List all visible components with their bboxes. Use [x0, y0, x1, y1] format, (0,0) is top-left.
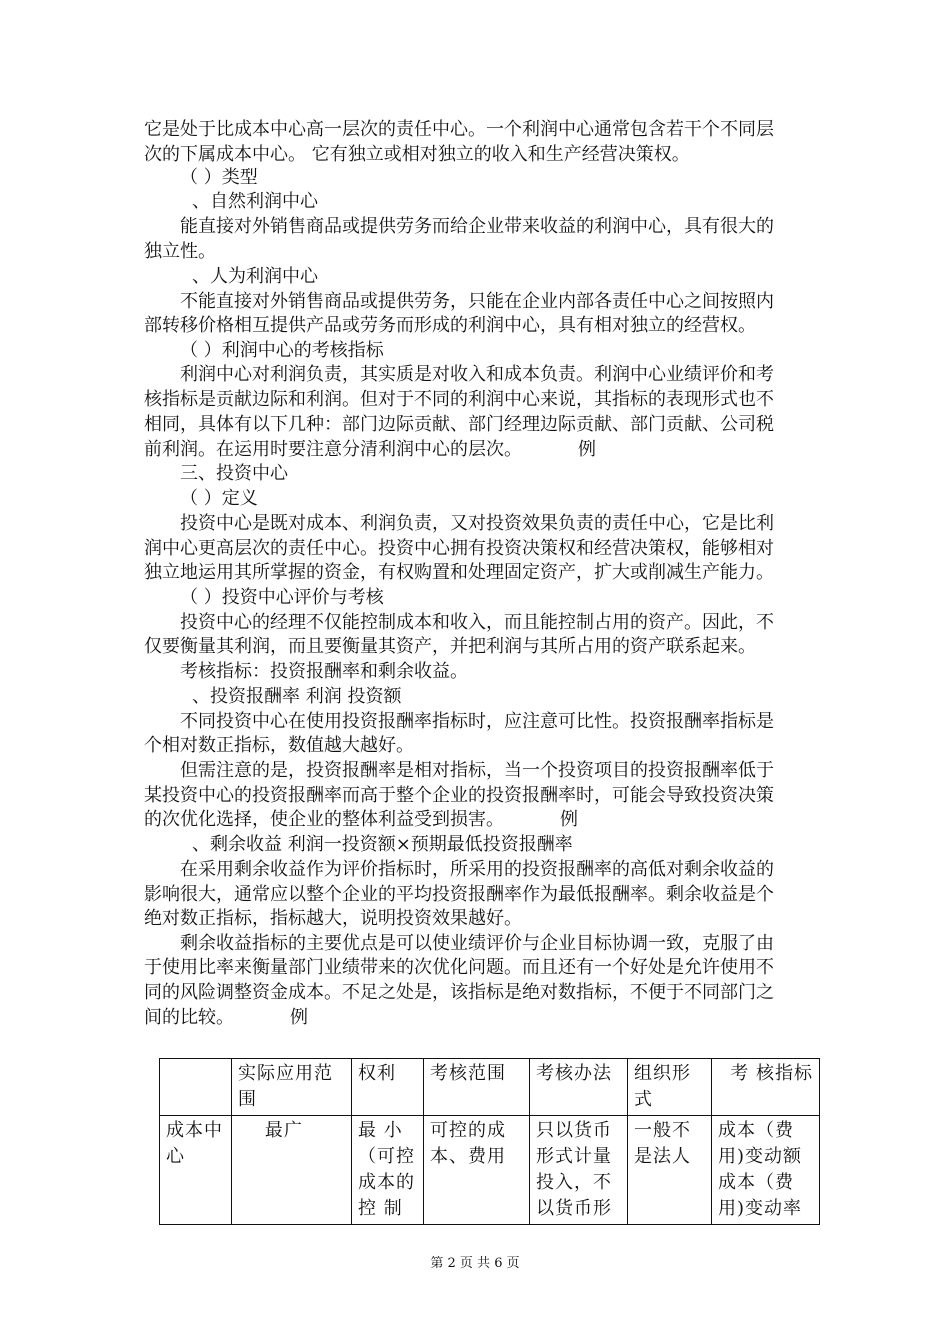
paragraph-line: 仅要衡量其利润，而且要衡量其资产，并把利润与其所占用的资产联系起来。: [144, 636, 756, 657]
paragraph-line: 相同，具体有以下几种：部门边际贡献、部门经理边际贡献、部门贡献、公司税: [144, 414, 774, 435]
table-header-cell: 实际应用范围: [232, 1059, 352, 1116]
paragraph-text: 的次优化选择，使企业的整体利益受到损害。: [144, 809, 504, 830]
section-heading: （ ）定义: [180, 488, 258, 509]
paragraph-line: 但需注意的是，投资报酬率是相对指标，当一个投资项目的投资报酬率低于: [180, 760, 774, 781]
paragraph-line: 在采用剩余收益作为评价指标时，所采用的投资报酬率的高低对剩余收益的: [180, 859, 774, 880]
page-footer: 第 2 页 共 6 页: [430, 1256, 520, 1271]
paragraph-line: 同的风险调整资金成本。不足之处是，该指标是绝对数指标，不便于不同部门之: [144, 982, 774, 1003]
table-header-cell: 考核办法: [530, 1059, 628, 1116]
paragraph-line: 影响很大，通常应以整个企业的平均投资报酬率作为最低报酬率。剩余收益是个: [144, 884, 774, 905]
paragraph-line: 于使用比率来衡量部门业绩带来的次优化问题。而且还有一个好处是允许使用不: [144, 957, 774, 978]
paragraph-line: [144, 438, 824, 462]
section-heading: 、自然利润中心: [192, 191, 318, 212]
table-header-cell: 考核范围: [424, 1059, 530, 1116]
table-cell: 最广: [232, 1116, 352, 1225]
table-cell: 成本中心: [160, 1116, 232, 1225]
paragraph-line: 不同投资中心在使用投资报酬率指标时，应注意可比性。投资报酬率指标是: [180, 711, 774, 732]
paragraph-text: 间的比较。: [144, 1007, 234, 1028]
paragraph-text: 前利润。在运用时要注意分清利润中心的层次。: [144, 439, 522, 460]
formula-heading: 、投资报酬率 利润 投资额: [192, 686, 402, 707]
table-cell: 成本（费用)变动额成本（费用)变动率: [712, 1116, 820, 1225]
responsibility-center-table: [159, 1058, 820, 1225]
table-cell: 可控的成本、费用: [424, 1116, 530, 1225]
paragraph-line: 某投资中心的投资报酬率而高于整个企业的投资报酬率时，可能会导致投资决策: [144, 785, 774, 806]
paragraph-line: 独立性。: [144, 241, 216, 262]
section-heading: 、人为利润中心: [192, 266, 318, 287]
paragraph-line: 绝对数正指标，指标越大，说明投资效果越好。: [144, 908, 522, 929]
section-heading: （ ）利润中心的考核指标: [180, 340, 384, 361]
table-header-cell: 权利: [352, 1059, 424, 1116]
paragraph-line: 次的下属成本中心。 它有独立或相对独立的收入和生产经营决策权。: [144, 144, 690, 165]
paragraph-line: 核指标是贡献边际和利润。但对于不同的利润中心来说，其指标的表现形式也不: [144, 389, 774, 410]
table-header-row: [160, 1059, 820, 1116]
example-marker: 例: [578, 439, 596, 460]
paragraph-line: 部转移价格相互提供产品或劳务而形成的利润中心，具有相对独立的经营权。: [144, 315, 756, 336]
section-heading: （ ）类型: [180, 167, 258, 188]
table-header-cell: [160, 1059, 232, 1116]
example-marker: 例: [290, 1007, 308, 1028]
paragraph-line: 考核指标：投资报酬率和剩余收益。: [180, 661, 468, 682]
paragraph-line: 个相对数正指标，数值越大越好。: [144, 735, 414, 756]
table-header-cell: 组织形式: [628, 1059, 712, 1116]
table-cell: 最 小（可控成本的控 制: [352, 1116, 424, 1225]
paragraph-line: [144, 1006, 824, 1030]
example-marker: 例: [560, 809, 578, 830]
paragraph-line: 剩余收益指标的主要优点是可以使业绩评价与企业目标协调一致，克服了由: [180, 933, 774, 954]
paragraph-line: 投资中心是既对成本、利润负责，又对投资效果负责的责任中心，它是比利: [180, 513, 774, 534]
table-cell: 一般不是法人: [628, 1116, 712, 1225]
paragraph-line: 润中心更高层次的责任中心。投资中心拥有投资决策权和经营决策权，能够相对: [144, 538, 774, 559]
paragraph-line: 能直接对外销售商品或提供劳务而给企业带来收益的利润中心，具有很大的: [180, 216, 774, 237]
section-heading: （ ）投资中心评价与考核: [180, 587, 384, 608]
table-row: [160, 1116, 820, 1225]
paragraph-line: 利润中心对利润负责，其实质是对收入和成本负责。利润中心业绩评价和考: [180, 364, 774, 385]
paragraph-line: 投资中心的经理不仅能控制成本和收入，而且能控制占用的资产。因此，不: [180, 612, 774, 633]
section-heading: 三、投资中心: [180, 463, 288, 484]
formula-heading: 、剩余收益 利润一投资额×预期最低投资报酬率: [192, 834, 573, 855]
table-cell: 只以货币形式计量投入，不以货币形: [530, 1116, 628, 1225]
paragraph-line: [144, 808, 824, 832]
table-header-cell: 考 核指标: [712, 1059, 820, 1116]
paragraph-line: 不能直接对外销售商品或提供劳务，只能在企业内部各责任中心之间按照内: [180, 291, 774, 312]
paragraph-line: 独立地运用其所掌握的资金，有权购置和处理固定资产，扩大或削减生产能力。: [144, 562, 774, 583]
paragraph-line: 它是处于比成本中心高一层次的责任中心。一个利润中心通常包含若干个不同层: [144, 119, 774, 140]
